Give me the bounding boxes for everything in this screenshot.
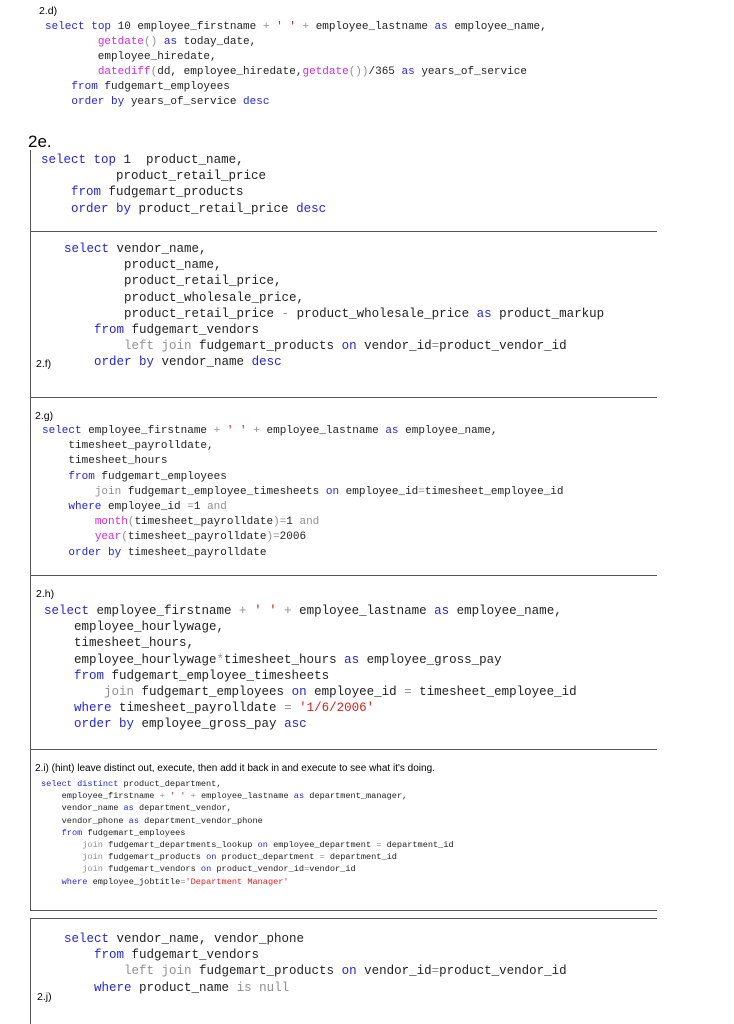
code-token: '1/6/2006' — [299, 701, 375, 716]
code-line — [41, 201, 326, 217]
code-token: is null — [236, 980, 290, 995]
code-token: on — [341, 339, 357, 354]
code-line — [42, 515, 564, 530]
code-token: as — [385, 425, 399, 437]
code-token: fudgemart_products — [191, 339, 342, 354]
code-token: = — [304, 864, 310, 875]
code-token: product_markup — [491, 306, 605, 321]
code-token: as — [123, 803, 134, 814]
code-token: desc — [251, 355, 282, 370]
code-token: product_name — [131, 980, 237, 995]
code-token — [64, 323, 94, 337]
code-line — [42, 454, 564, 469]
code-line — [44, 684, 577, 700]
code-token: vendor_id — [356, 964, 432, 979]
code-token: = — [418, 485, 425, 498]
question-label: 2.g) — [35, 410, 54, 422]
code-token — [45, 96, 71, 108]
code-token: 10 employee_firstname — [111, 21, 263, 33]
question-label: 2.f) — [36, 358, 52, 370]
code-token: product_name, — [64, 258, 222, 273]
code-token: = — [404, 685, 412, 700]
code-line — [44, 619, 577, 635]
code-token: fudgemart_products — [191, 964, 342, 979]
code-line — [44, 652, 577, 668]
code-token — [64, 964, 124, 978]
code-token: 1 product_name, — [116, 153, 244, 167]
code-token: ' ' — [254, 604, 277, 618]
code-token: department_id — [324, 852, 397, 863]
code-token: ()) — [348, 66, 369, 78]
code-line — [44, 635, 577, 651]
code-line — [41, 851, 454, 863]
code-token: getdate — [97, 36, 145, 48]
answer-2g — [30, 398, 657, 576]
sql-code-block — [64, 241, 604, 371]
code-line — [42, 530, 564, 545]
code-token: order by — [71, 201, 132, 216]
code-token: timesheet_payrolldate — [134, 516, 274, 529]
code-line — [45, 80, 547, 95]
code-token: () — [144, 36, 158, 48]
code-token — [64, 981, 94, 995]
code-token: select — [64, 932, 110, 946]
code-token: product_wholesale_price — [289, 306, 477, 321]
code-token: ' ' — [169, 791, 186, 802]
code-token: fudgemart_departments_lookup — [102, 840, 258, 851]
code-token: )= — [273, 516, 287, 529]
code-token: = — [187, 501, 194, 514]
code-token: getdate — [302, 66, 349, 78]
code-line — [45, 35, 547, 50]
code-line — [42, 500, 564, 515]
code-token: employee_hiredate, — [45, 51, 217, 63]
code-token: employee_firstname — [81, 425, 214, 437]
code-token: fudgemart_employees — [94, 470, 227, 483]
code-token — [42, 501, 68, 513]
code-line — [41, 152, 326, 168]
code-token: years_of_service — [414, 66, 527, 78]
code-token: top — [91, 21, 112, 33]
code-token: + — [213, 425, 221, 437]
code-line — [45, 50, 547, 65]
code-token: + — [159, 791, 165, 802]
code-token: = — [376, 840, 382, 851]
code-token: as — [344, 652, 360, 667]
code-token — [44, 669, 74, 683]
code-token: from — [94, 948, 125, 963]
code-token: left join — [124, 964, 192, 979]
code-token: timesheet_payrolldate — [111, 701, 285, 716]
code-line — [64, 931, 567, 947]
code-token: select — [42, 425, 82, 437]
code-token — [44, 717, 74, 731]
code-token: order by — [71, 96, 125, 108]
code-token: select distinct — [41, 779, 119, 789]
code-token: product_retail_price — [131, 201, 297, 216]
code-token: vendor_name — [154, 355, 252, 370]
code-token: from — [71, 81, 98, 93]
code-token: order by — [68, 546, 122, 559]
sql-code-block — [45, 20, 547, 110]
code-token: employee_name, — [449, 604, 562, 618]
code-token — [277, 604, 285, 618]
code-token: join — [94, 485, 122, 498]
code-line — [41, 802, 454, 814]
code-line — [42, 485, 564, 500]
question-label: 2.d) — [39, 5, 58, 17]
code-token: employee_firstname — [41, 791, 160, 802]
sql-code-block — [64, 931, 567, 996]
code-token: fudgemart_vendors — [124, 948, 260, 963]
code-line — [64, 257, 604, 273]
sql-code-block — [41, 778, 454, 888]
answer-2f — [30, 232, 657, 398]
code-line — [41, 827, 454, 839]
code-token: as — [163, 36, 178, 48]
code-token: top — [93, 153, 117, 167]
code-line — [45, 95, 547, 110]
code-token: employee_firstname — [89, 604, 240, 618]
code-token: join — [82, 840, 103, 851]
answer-2d — [30, 0, 657, 125]
code-token: product_vendor_id — [439, 339, 567, 354]
code-token: fudgemart_employee_timesheets — [104, 668, 330, 683]
code-line — [41, 815, 454, 827]
code-token — [44, 685, 104, 699]
code-token: 'Department Manager' — [185, 876, 289, 887]
question-label: 2.i) (hint) leave distinct out, execute, then add it back in and execute to see what it's doing. — [35, 763, 435, 774]
code-token: * — [216, 652, 225, 667]
code-token — [247, 604, 255, 618]
code-token: as — [434, 604, 450, 618]
code-token: year — [94, 531, 122, 544]
question-label: 2e. — [28, 132, 52, 151]
code-token — [220, 425, 227, 437]
code-token — [45, 36, 98, 48]
code-token: as — [293, 791, 305, 802]
code-token: where — [61, 876, 88, 887]
code-token: employee_jobtitle — [87, 876, 181, 887]
answer-2j — [30, 918, 657, 1024]
code-token: employee_name, — [447, 21, 547, 33]
code-token: product_department, — [118, 779, 222, 789]
code-line — [64, 290, 604, 306]
code-token — [292, 701, 300, 715]
code-token: 2006 — [279, 531, 307, 544]
code-line — [44, 603, 577, 619]
code-token: + — [253, 425, 260, 437]
code-token — [42, 471, 68, 483]
code-line — [64, 241, 604, 257]
code-token: join — [104, 685, 135, 700]
code-token: vendor_id — [356, 339, 432, 354]
code-token: = — [284, 701, 292, 716]
code-token: datediff — [97, 66, 151, 78]
code-token: from — [61, 827, 83, 838]
code-token — [64, 948, 94, 962]
code-token — [41, 840, 82, 850]
code-token: fudgemart_vendors — [102, 864, 201, 875]
code-token: from — [68, 470, 95, 483]
code-token: from — [71, 185, 102, 200]
code-token: fudgemart_employee_timesheets — [121, 485, 326, 498]
code-token: employee_id — [339, 485, 419, 498]
code-line — [41, 168, 326, 184]
code-token: timesheet_employee_id — [424, 485, 564, 498]
code-token: fudgemart_employees — [82, 827, 186, 838]
code-line — [64, 980, 567, 996]
code-token — [42, 531, 95, 543]
code-token: as — [434, 21, 448, 33]
code-token: fudgemart_employees — [134, 685, 292, 700]
code-token — [45, 81, 71, 93]
code-token: product_retail_price — [64, 306, 282, 321]
code-token: where — [68, 501, 102, 514]
code-token: + — [284, 604, 292, 618]
code-token: asc — [284, 717, 307, 732]
code-token: select — [45, 21, 85, 33]
code-token: employee_lastname — [195, 791, 294, 802]
code-line — [64, 354, 604, 370]
code-token: )= — [266, 531, 280, 544]
code-token: ( — [121, 531, 128, 544]
code-token: timesheet_employee_id — [411, 685, 577, 700]
code-line — [41, 839, 454, 851]
code-token: = — [431, 339, 440, 354]
code-token — [41, 852, 82, 862]
code-line — [42, 546, 564, 561]
code-token: and — [207, 501, 227, 514]
code-line — [64, 947, 567, 963]
code-token — [42, 547, 68, 559]
code-token: as — [401, 66, 415, 78]
code-token: fudgemart_employees — [97, 81, 230, 93]
code-token: fudgemart_vendors — [124, 323, 260, 338]
code-line — [64, 963, 567, 979]
code-token — [41, 864, 82, 874]
code-token: ' ' — [226, 425, 247, 437]
code-token — [157, 36, 164, 48]
code-token: department_vendor, — [133, 803, 232, 814]
code-token: /365 — [368, 66, 402, 78]
code-token — [42, 486, 95, 498]
sql-code-block — [44, 603, 577, 733]
code-token — [41, 202, 71, 216]
code-token: and — [299, 516, 320, 529]
code-token — [296, 21, 303, 33]
code-token: timesheet_hours, — [44, 636, 195, 651]
code-token — [86, 153, 94, 167]
code-token: employee_gross_pay — [359, 652, 502, 667]
code-token: on — [206, 852, 217, 863]
code-token: employee_hourlywage, — [44, 620, 225, 635]
code-token: from — [74, 668, 105, 683]
code-token: on — [341, 964, 357, 979]
code-token: vendor_name, — [109, 242, 207, 256]
code-token: department_manager, — [304, 791, 408, 802]
code-token: vendor_id — [309, 864, 356, 875]
code-token — [64, 355, 94, 369]
code-token: + — [190, 791, 196, 802]
code-token: select — [64, 242, 110, 256]
code-token: on — [200, 864, 212, 875]
code-token: timesheet_payrolldate — [121, 546, 267, 559]
code-token: order by — [74, 717, 135, 732]
question-label: 2.j) — [37, 991, 52, 1003]
code-line — [44, 700, 577, 716]
code-token — [45, 66, 98, 78]
code-token: timesheet_payrolldate, — [42, 440, 214, 453]
code-token: on — [291, 685, 307, 700]
code-token: vendor_name — [41, 803, 124, 814]
code-line — [41, 863, 454, 875]
code-token: select — [44, 604, 90, 618]
code-token: employee_name, — [398, 425, 498, 437]
code-line — [45, 65, 547, 80]
code-token: timesheet_payrolldate — [127, 531, 267, 544]
code-token: join — [82, 852, 103, 863]
code-token: = — [431, 964, 440, 979]
code-line — [45, 20, 547, 35]
code-token: timesheet_hours — [42, 455, 168, 468]
code-line — [44, 716, 577, 732]
code-token: product_vendor_id — [211, 864, 305, 875]
sql-code-block — [42, 424, 564, 561]
code-token: order by — [94, 355, 155, 370]
code-token: product_department — [216, 852, 320, 863]
code-token: = — [319, 852, 325, 863]
code-token: vendor_phone — [41, 815, 129, 826]
code-token: product_retail_price, — [64, 274, 282, 289]
code-line — [41, 876, 454, 888]
code-token: where — [74, 701, 112, 716]
code-token: fudgemart_products — [101, 185, 244, 200]
code-token: employee_department — [267, 840, 377, 851]
code-line — [42, 424, 564, 439]
code-token: fudgemart_products — [102, 852, 207, 863]
code-token: on — [325, 485, 340, 498]
code-token: desc — [296, 201, 327, 216]
code-line — [41, 184, 326, 200]
answer-2i — [30, 750, 657, 911]
code-token: + — [302, 21, 310, 33]
code-token: employee_gross_pay — [134, 717, 285, 732]
code-line — [64, 273, 604, 289]
code-line — [41, 790, 454, 802]
answer-2h — [30, 576, 657, 750]
code-token — [44, 701, 74, 715]
code-token: join — [82, 864, 103, 875]
code-token — [41, 828, 62, 838]
code-token: years_of_service — [124, 96, 244, 108]
question-label: 2.h) — [36, 588, 55, 600]
code-token: today_date, — [177, 36, 257, 48]
code-token — [64, 339, 124, 353]
code-token — [41, 185, 71, 199]
code-token: from — [94, 323, 125, 338]
code-token: vendor_name, vendor_phone — [109, 932, 305, 946]
code-token: desc — [243, 96, 270, 108]
code-token: employee_lastname — [309, 21, 435, 33]
code-token: = — [180, 876, 186, 887]
code-token: product_wholesale_price, — [64, 290, 305, 305]
code-token: employee_lastname — [259, 425, 386, 437]
code-line — [64, 338, 604, 354]
code-token: 1 — [193, 501, 208, 514]
code-token: as — [476, 306, 492, 321]
code-token: employee_hourlywage — [44, 652, 217, 667]
code-token: product_retail_price — [41, 169, 267, 184]
code-token: product_vendor_id — [439, 964, 567, 979]
code-line — [42, 439, 564, 454]
code-token: where — [94, 980, 132, 995]
code-token: ' ' — [276, 21, 296, 33]
code-token: dd, employee_hiredate, — [157, 66, 303, 78]
code-token: timesheet_hours — [224, 652, 345, 667]
code-token: + — [262, 21, 270, 33]
code-token: employee_id — [306, 685, 405, 700]
code-token: select — [41, 153, 87, 167]
code-line — [41, 778, 454, 790]
code-line — [42, 470, 564, 485]
code-token: month — [94, 516, 128, 529]
code-line — [64, 322, 604, 338]
code-token: ( — [150, 66, 158, 78]
sql-code-block — [41, 152, 326, 217]
code-token — [42, 516, 95, 528]
code-token: as — [128, 815, 139, 826]
code-line — [44, 668, 577, 684]
code-token: left join — [124, 339, 192, 354]
code-token: 1 — [286, 516, 300, 529]
code-token: ( — [127, 516, 135, 529]
code-token: department_id — [381, 840, 454, 851]
code-token: on — [257, 840, 268, 851]
code-token: - — [281, 306, 290, 321]
code-token: + — [239, 604, 247, 618]
code-token: employee_lastname — [291, 604, 435, 618]
code-token: department_vendor_phone — [139, 815, 263, 826]
code-token — [41, 877, 62, 887]
code-line — [64, 306, 604, 322]
answer-2e — [30, 150, 657, 232]
code-token: employee_id — [101, 501, 188, 514]
